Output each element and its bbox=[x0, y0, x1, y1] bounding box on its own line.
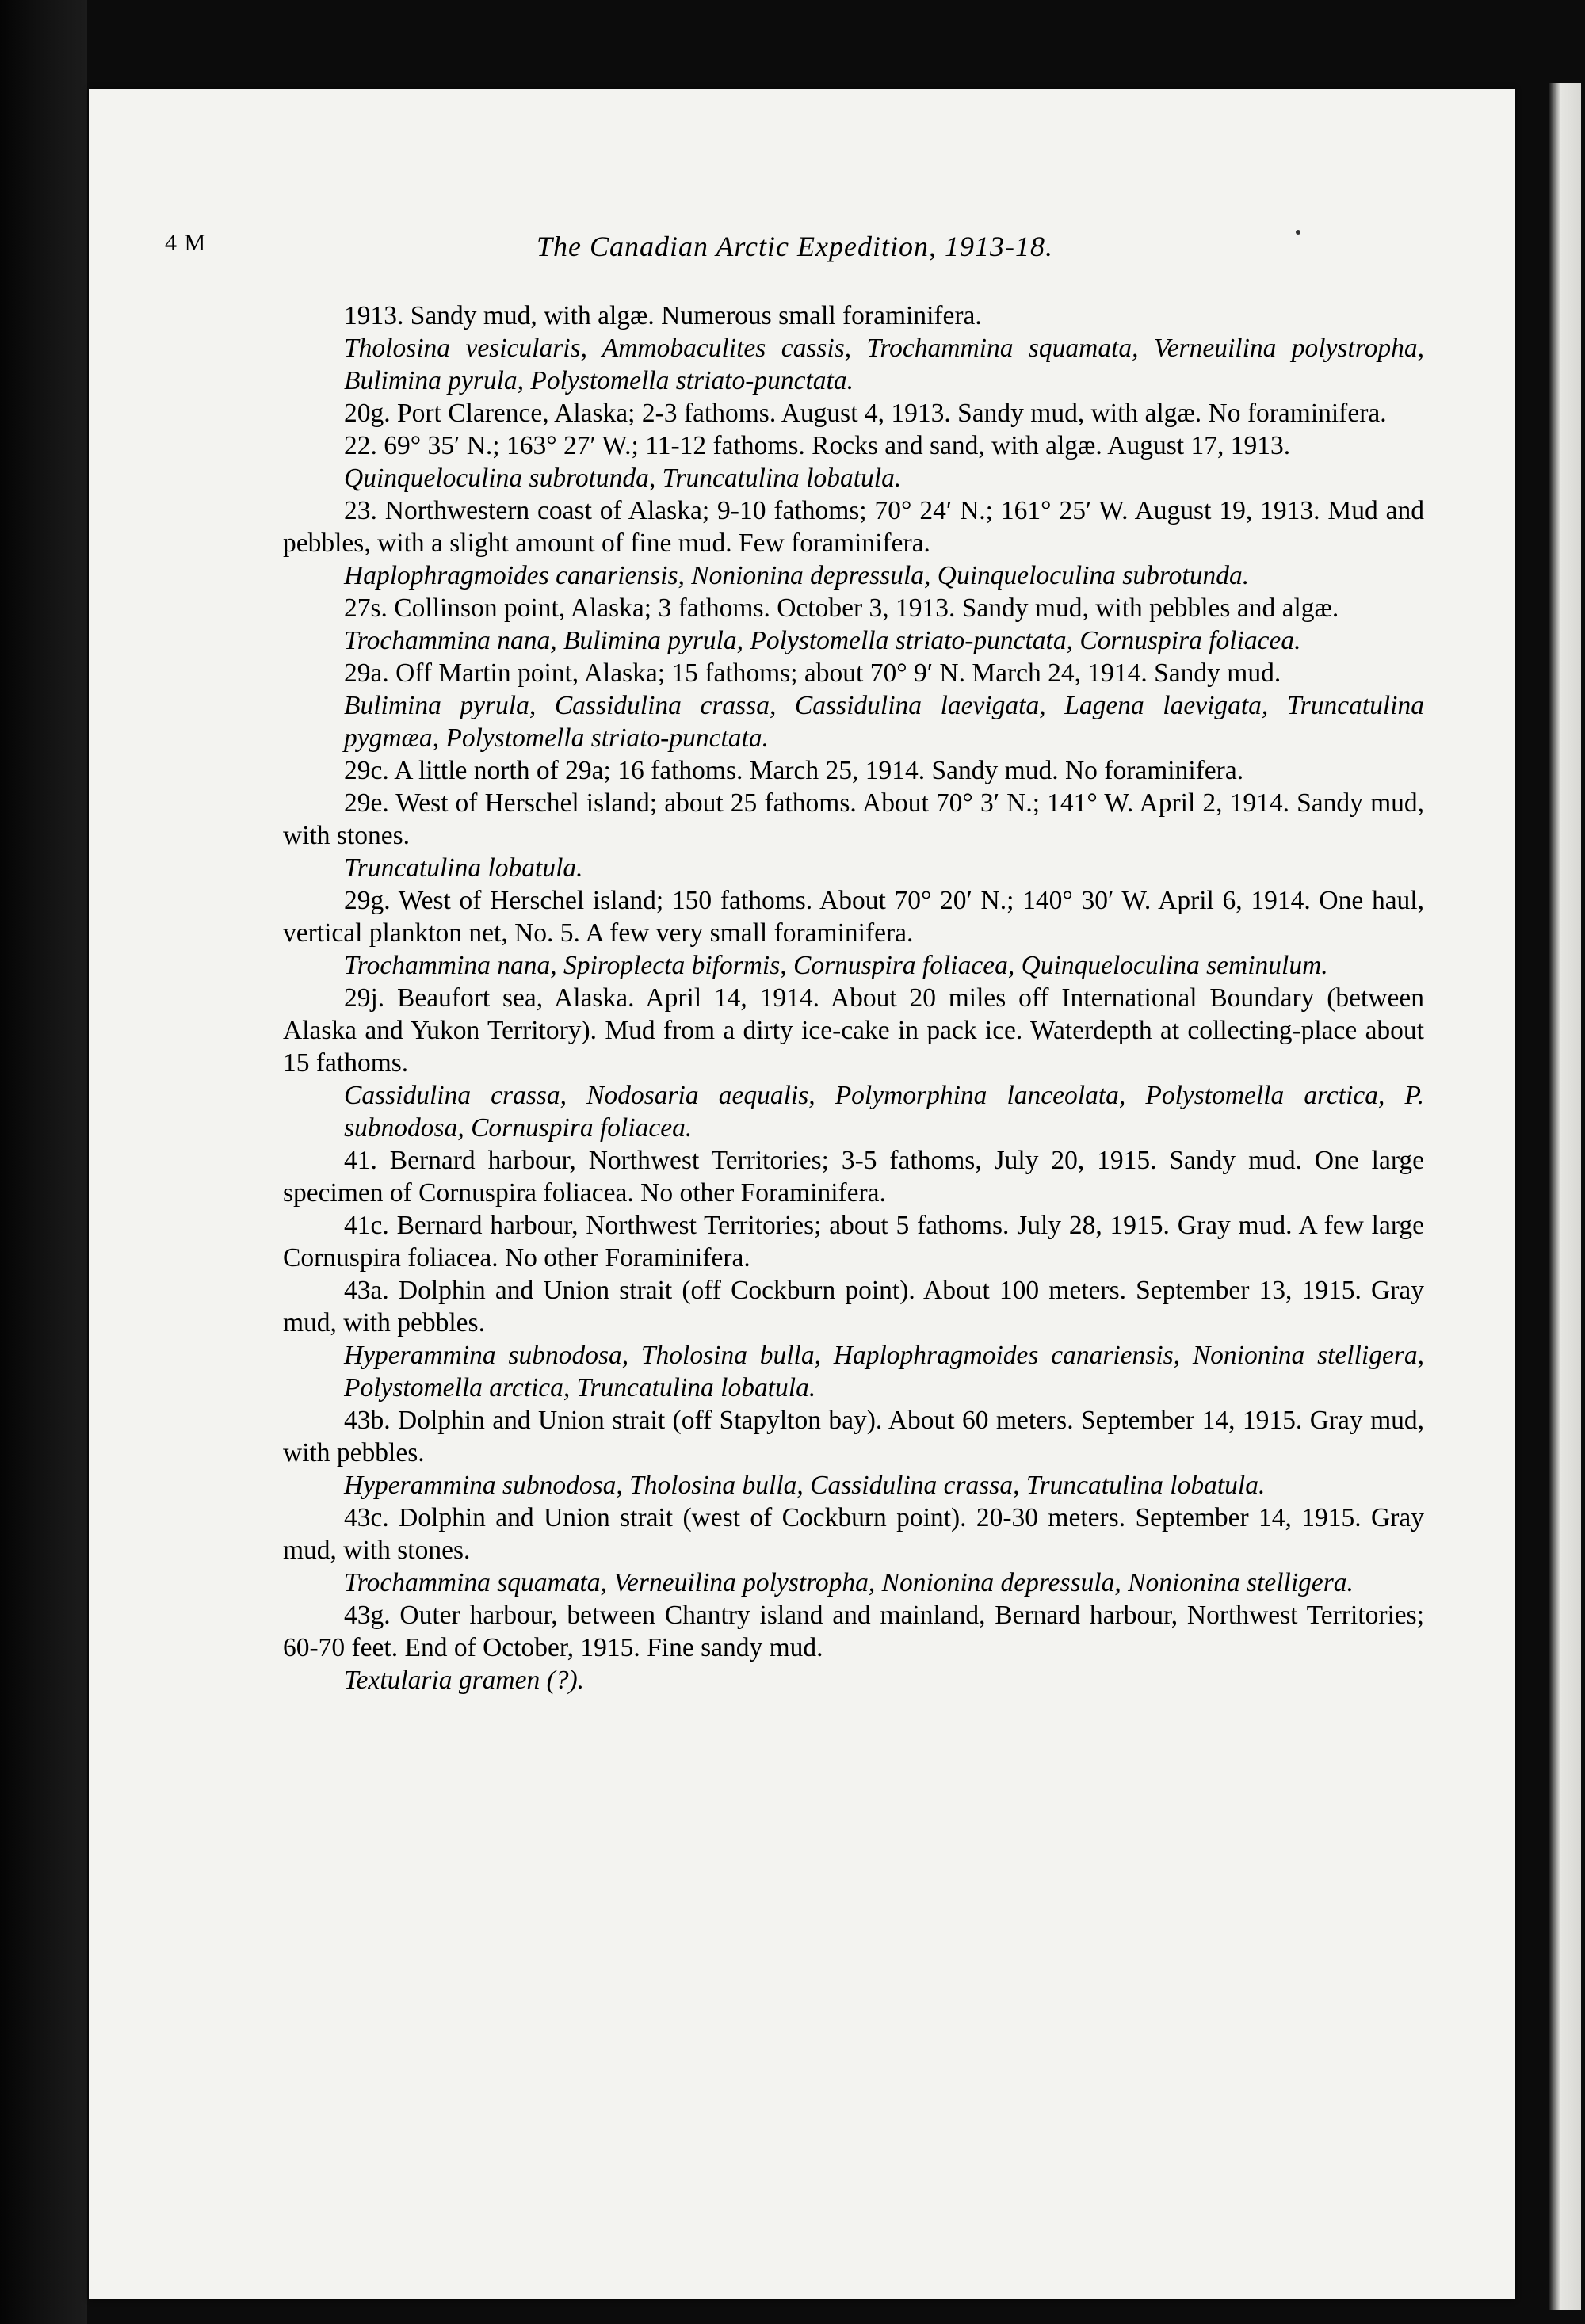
scan-speck bbox=[1296, 230, 1300, 235]
next-page-edge bbox=[1549, 83, 1581, 2310]
page-number: 4 M bbox=[165, 230, 207, 256]
station-entry: 29a. Off Martin point, Alaska; 15 fathoms; about 70° 9′ N. March 24, 1914. Sandy mud. bbox=[344, 658, 1281, 688]
species-list: Truncatulina lobatula. bbox=[344, 853, 583, 883]
station-entry: 20g. Port Clarence, Alaska; 2-3 fathoms. August 4, 1913. Sandy mud, with algæ. No foraminifera. bbox=[344, 399, 1387, 428]
species-list: Tholosina vesicularis, Ammobaculites cassis, Trochammina squamata, Verneuilina polystropha, Bulimina pyrula, Polystomella striato-punctata. bbox=[344, 334, 1424, 395]
species-list: Cassidulina crassa, Nodosaria aequalis, Polymorphina lanceolata, Polystomella arctica, P. subnodosa, Cornuspira foliacea. bbox=[344, 1081, 1424, 1143]
station-entry: 29e. West of Herschel island; about 25 fathoms. About 70° 3′ N.; 141° W. April 2, 1914. Sandy mud, with stones. bbox=[283, 788, 1424, 850]
species-list: Trochammina nana, Bulimina pyrula, Polystomella striato-punctata, Cornuspira foliacea. bbox=[344, 626, 1301, 655]
station-entry: 43c. Dolphin and Union strait (west of Cockburn point). 20-30 meters. September 14, 1915. Gray mud, with stones. bbox=[283, 1503, 1424, 1565]
species-list: Haplophragmoides canariensis, Nonionina depressula, Quinqueloculina subrotunda. bbox=[344, 561, 1250, 590]
species-list: Trochammina nana, Spiroplecta biformis, Cornuspira foliacea, Quinqueloculina seminulum. bbox=[344, 951, 1328, 980]
station-entry: 41. Bernard harbour, Northwest Territories; 3-5 fathoms, July 20, 1915. Sandy mud. One large specimen of Cornuspira foliacea. No other Foraminifera. bbox=[283, 1146, 1424, 1208]
station-entry: 29j. Beaufort sea, Alaska. April 14, 1914. About 20 miles off International Boundary (between Alaska and Yukon Territory). Mud from a dirty ice-cake in pack ice. Waterdepth at collecting-place about 15 fathoms. bbox=[283, 983, 1424, 1078]
running-title: The Canadian Arctic Expedition, 1913-18. bbox=[537, 231, 1053, 262]
species-list: Hyperammina subnodosa, Tholosina bulla, Haplophragmoides canariensis, Nonionina stelligera, Polystomella arctica, Truncatulina lobatula. bbox=[344, 1341, 1424, 1402]
station-entry: 41c. Bernard harbour, Northwest Territories; about 5 fathoms. July 28, 1915. Gray mud. A few large Cornuspira foliacea. No other Foraminifera. bbox=[283, 1211, 1424, 1273]
station-entry: 27s. Collinson point, Alaska; 3 fathoms. October 3, 1913. Sandy mud, with pebbles and algæ. bbox=[344, 593, 1339, 623]
station-entry: 43g. Outer harbour, between Chantry island and mainland, Bernard harbour, Northwest Territories; 60-70 feet. End of October, 1915. Fine sandy mud. bbox=[283, 1601, 1424, 1662]
station-entry: 29c. A little north of 29a; 16 fathoms. March 25, 1914. Sandy mud. No foraminifera. bbox=[344, 756, 1244, 785]
species-list: Hyperammina subnodosa, Tholosina bulla, Cassidulina crassa, Truncatulina lobatula. bbox=[344, 1471, 1266, 1500]
station-entry: 23. Northwestern coast of Alaska; 9-10 fathoms; 70° 24′ N.; 161° 25′ W. August 19, 1913. Mud and pebbles, with a slight amount of fine mud. Few foraminifera. bbox=[283, 496, 1424, 558]
station-entry: 29g. West of Herschel island; 150 fathoms. About 70° 20′ N.; 140° 30′ W. April 6, 1914. One haul, vertical plankton net, No. 5. A few very small foraminifera. bbox=[283, 886, 1424, 948]
species-list: Bulimina pyrula, Cassidulina crassa, Cassidulina laevigata, Lagena laevigata, Truncatulina pygmæa, Polystomella striato-punctata. bbox=[344, 691, 1424, 753]
page-header bbox=[165, 230, 1425, 269]
species-list: Trochammina squamata, Verneuilina polystropha, Nonionina depressula, Nonionina stelligera. bbox=[344, 1568, 1354, 1597]
document-body bbox=[283, 300, 1424, 1696]
species-list: Quinqueloculina subrotunda, Truncatulina lobatula. bbox=[344, 464, 902, 493]
species-list: Textularia gramen (?). bbox=[344, 1666, 585, 1695]
station-entry: 22. 69° 35′ N.; 163° 27′ W.; 11-12 fathoms. Rocks and sand, with algæ. August 17, 1913. bbox=[344, 431, 1291, 460]
station-entry: 1913. Sandy mud, with algæ. Numerous small foraminifera. bbox=[344, 301, 982, 330]
station-entry: 43a. Dolphin and Union strait (off Cockburn point). About 100 meters. September 13, 1915. Gray mud, with pebbles. bbox=[283, 1276, 1424, 1338]
station-entry: 43b. Dolphin and Union strait (off Stapylton bay). About 60 meters. September 14, 1915. Gray mud, with pebbles. bbox=[283, 1406, 1424, 1467]
scan-border bbox=[0, 0, 87, 2324]
